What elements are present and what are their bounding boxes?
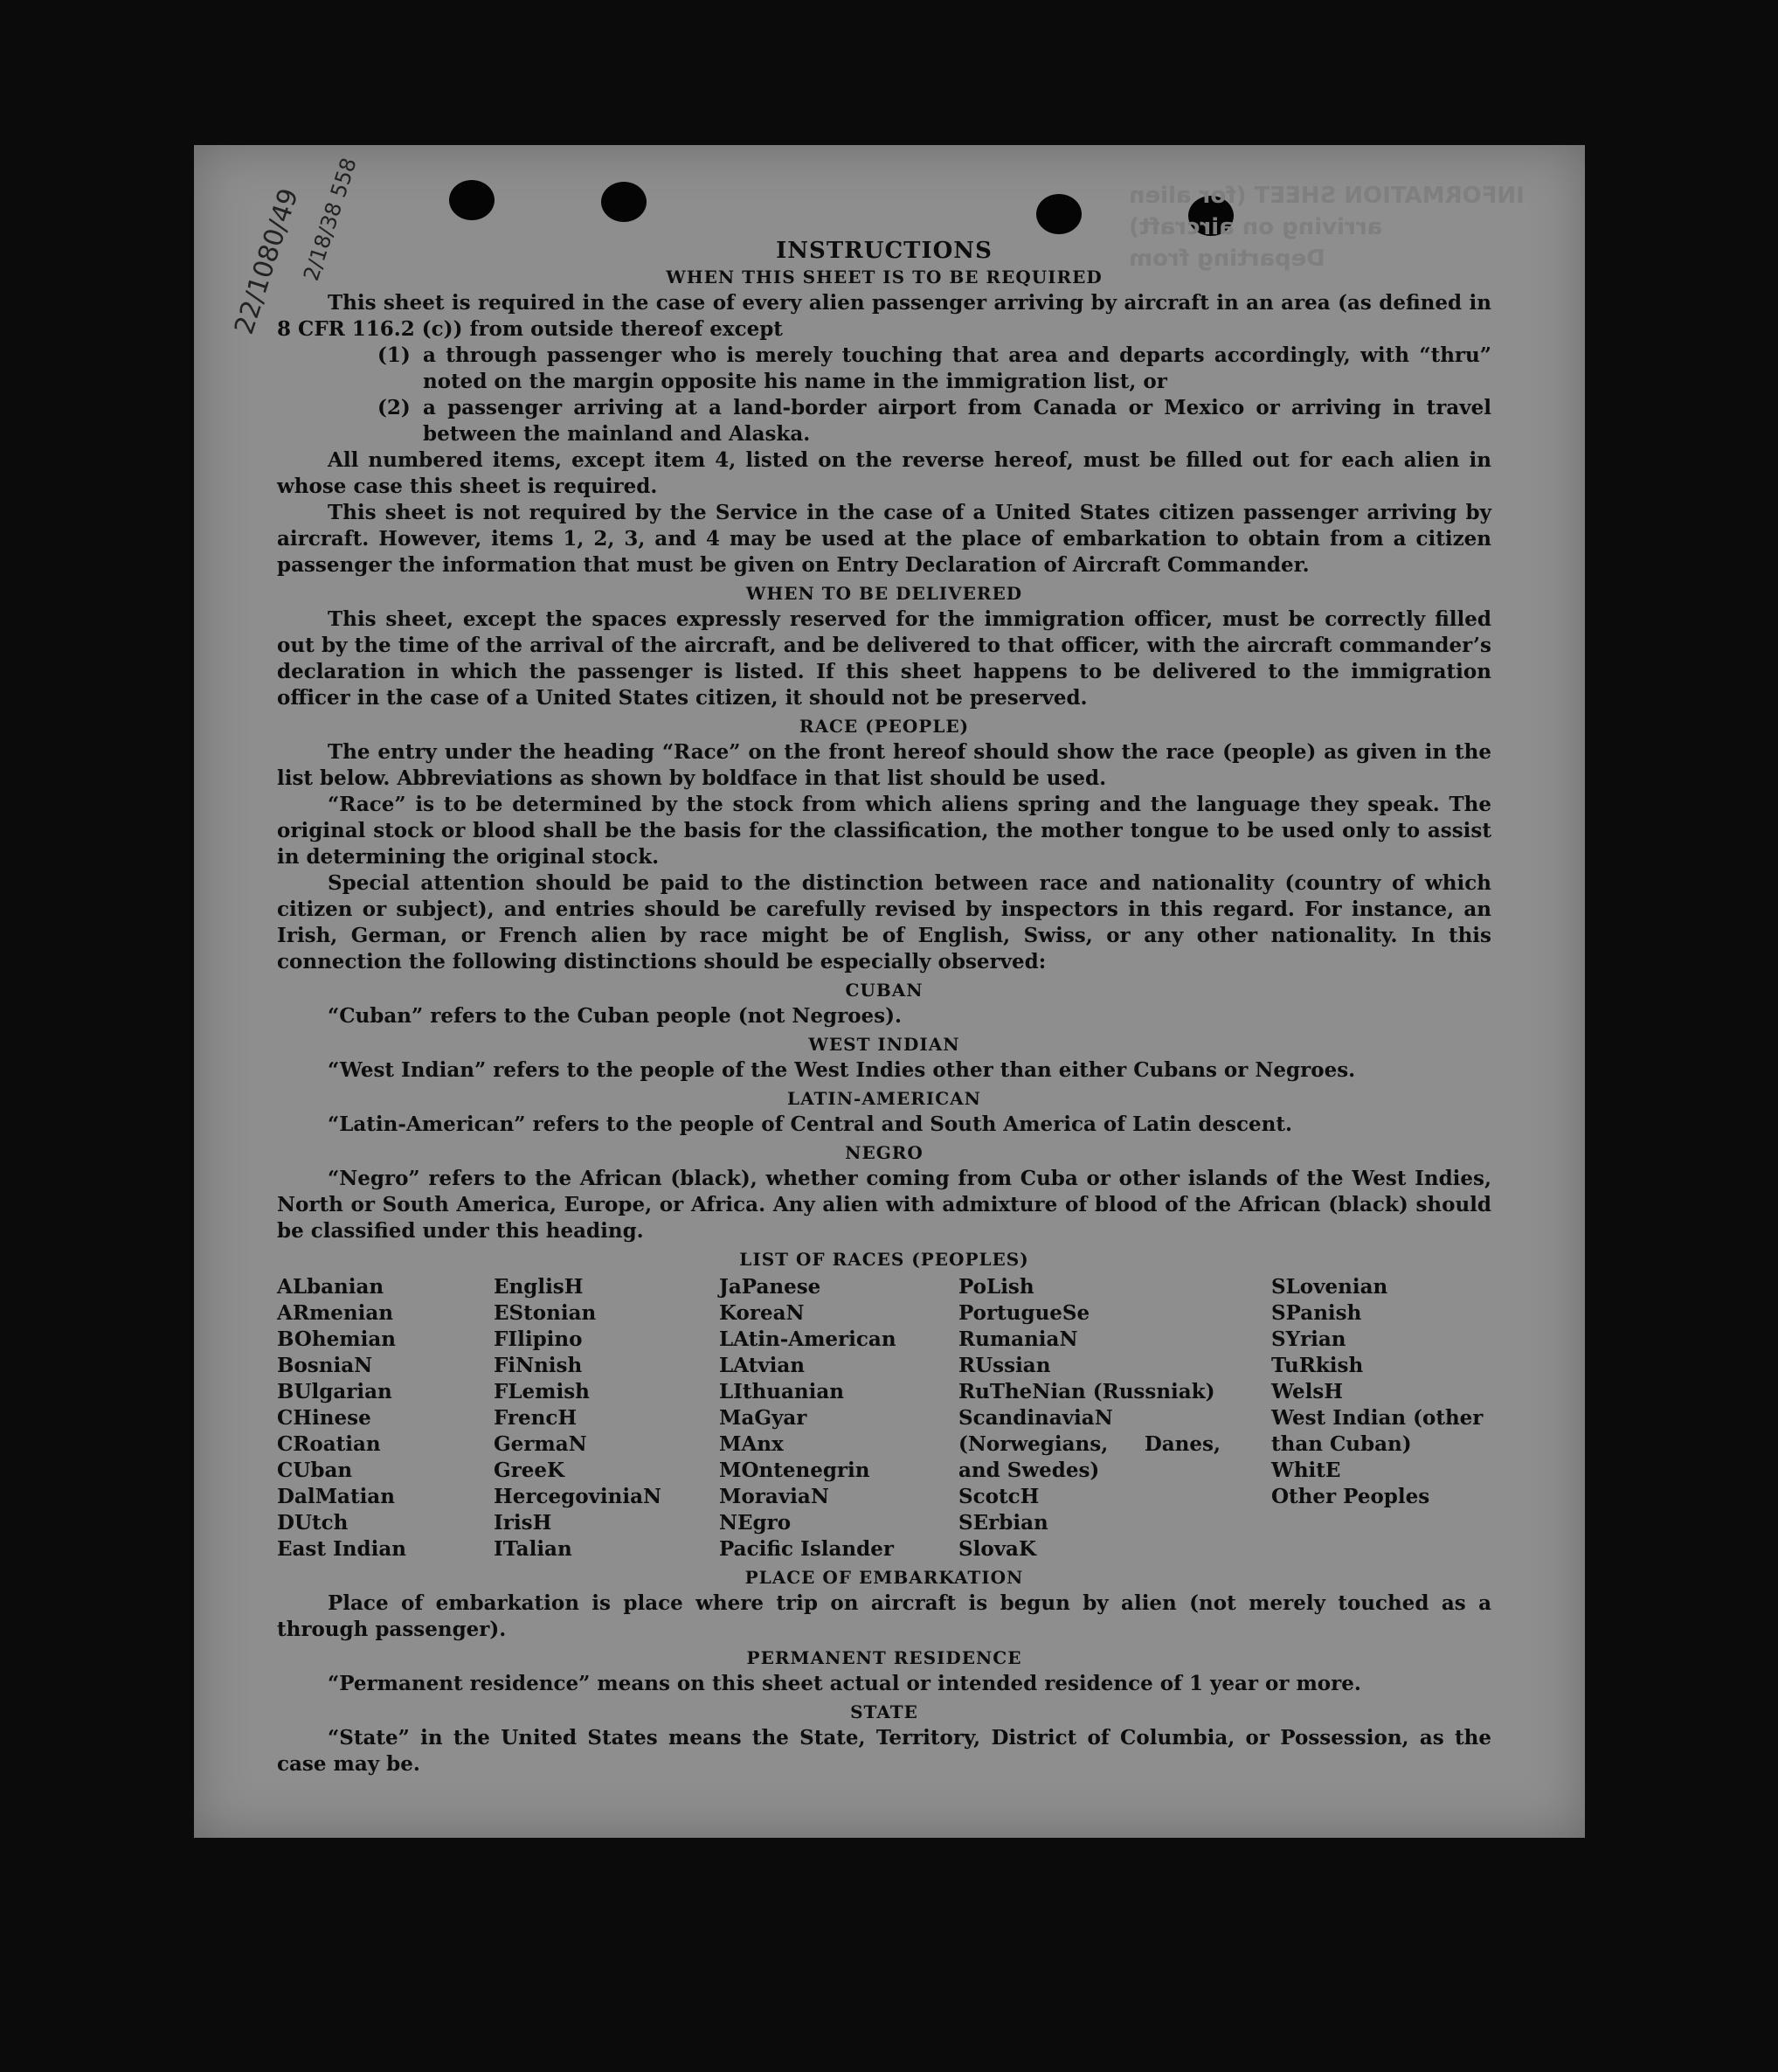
race-item: BUlgarian xyxy=(277,1380,392,1403)
race-item: TuRkish xyxy=(1271,1354,1364,1377)
section-heading-delivered: WHEN TO BE DELIVERED xyxy=(745,583,1023,604)
paragraph: “Latin-American” refers to the people of Central and South America of Latin descent. xyxy=(328,1112,1292,1136)
race-item: West Indian (other than Cuban) xyxy=(1271,1406,1484,1456)
race-item: CRoatian xyxy=(277,1432,381,1456)
race-item: SLovenian xyxy=(1271,1275,1388,1299)
section-heading-embarkation: PLACE OF EMBARKATION xyxy=(744,1567,1024,1588)
punch-hole xyxy=(449,180,495,220)
race-item: SlovaK xyxy=(958,1537,1036,1561)
race-item: BOhemian xyxy=(277,1327,396,1351)
race-item: GreeK xyxy=(494,1459,565,1482)
race-item: JaPanese xyxy=(719,1275,821,1299)
race-item: Pacific Islander xyxy=(719,1537,894,1561)
races-column-5 xyxy=(1271,1274,1491,1563)
race-item: DalMatian xyxy=(277,1485,395,1508)
race-item: ScotcH xyxy=(958,1485,1040,1508)
race-item: ScandinaviaN (Norwegians, Danes, and Swedes) xyxy=(958,1406,1221,1482)
list-item xyxy=(277,395,1491,447)
paragraph: “Race” is to be determined by the stock from which aliens spring and the language they speak. The original stock or blood shall be the basis for the classification, the mother tongue to be used only to assist in determining the original stock. xyxy=(277,793,1491,869)
race-item: LAtin-American xyxy=(719,1327,896,1351)
race-item: ITalian xyxy=(494,1537,572,1561)
paragraph: This sheet is not required by the Service in the case of a United States citizen passenger arriving by aircraft. However, items 1, 2, 3, and 4 may be used at the place of embarkation to obtain from a citizen passenger the information that must be given on Entry Declaration of Aircraft Commander. xyxy=(277,501,1491,577)
race-item: ALbanian xyxy=(277,1275,384,1299)
race-item: RUssian xyxy=(958,1354,1051,1377)
section-heading-race: RACE (PEOPLE) xyxy=(799,716,970,737)
paragraph: All numbered items, except item 4, listed on the reverse hereof, must be filled out for each alien in whose case this sheet is required. xyxy=(277,448,1491,498)
paragraph: Special attention should be paid to the distinction between race and nationality (country of which citizen or subject), and entries should be carefully revised by inspectors in this regard. For instance, an Irish, German, or French alien by race might be of English, Swiss, or any other nationality. In this connection the following distinctions should be especially observed: xyxy=(277,871,1491,974)
paragraph: “Permanent residence” means on this sheet actual or intended residence of 1 year or more. xyxy=(328,1672,1361,1695)
race-item: East Indian xyxy=(277,1537,406,1561)
race-item: LAtvian xyxy=(719,1354,805,1377)
section-heading-west-indian: WEST INDIAN xyxy=(808,1034,960,1055)
race-item: SYrian xyxy=(1271,1327,1346,1351)
section-heading-cuban: CUBAN xyxy=(845,980,924,1001)
page-title: INSTRUCTIONS xyxy=(776,238,993,264)
race-item: KoreaN xyxy=(719,1301,805,1325)
race-item: CHinese xyxy=(277,1406,371,1430)
paragraph: This sheet, except the spaces expressly reserved for the immigration officer, must be correctly filled out by the time of the arrival of the aircraft, and be delivered to that officer, with the aircraft commander’s declaration in which the passenger is listed. If this sheet happens to be delivered to the immigration officer in the case of a United States citizen, it should not be preserved. xyxy=(277,607,1491,710)
bleed-line: INFORMATION SHEET (for alien arriving on aircraft) xyxy=(1129,183,1525,240)
race-item: ARmenian xyxy=(277,1301,394,1325)
paragraph: The entry under the heading “Race” on the front hereof should show the race (people) as given in the list below. Abbreviations as shown by boldface in that list should be used. xyxy=(277,740,1491,790)
race-item: GermaN xyxy=(494,1432,587,1456)
race-item: NEgro xyxy=(719,1511,792,1535)
race-item: FiNnish xyxy=(494,1354,583,1377)
race-item: EStonian xyxy=(494,1301,597,1325)
handwritten-note-2-text: 2/18/38 558 xyxy=(299,155,362,284)
race-item: EnglisH xyxy=(494,1275,584,1299)
list-item-number: (2) xyxy=(377,396,411,419)
race-item: RumaniaN xyxy=(958,1327,1078,1351)
race-item: IrisH xyxy=(494,1511,552,1535)
race-item: CUban xyxy=(277,1459,353,1482)
document-sheet xyxy=(194,145,1585,1838)
races-column-4 xyxy=(958,1274,1271,1563)
list-item-number: (1) xyxy=(377,343,411,367)
section-heading-negro: NEGRO xyxy=(845,1142,924,1163)
race-item: MoraviaN xyxy=(719,1485,829,1508)
race-item: Other Peoples xyxy=(1271,1485,1430,1508)
paragraph: “West Indian” refers to the people of the West Indies other than either Cubans or Negroes. xyxy=(328,1058,1356,1082)
race-item: SPanish xyxy=(1271,1301,1362,1325)
section-heading-races: LIST OF RACES (PEOPLES) xyxy=(739,1249,1029,1270)
race-item: DUtch xyxy=(277,1511,349,1535)
races-column-1 xyxy=(277,1274,494,1563)
paragraph: “State” in the United States means the State, Territory, District of Columbia, or Possession, as the case may be. xyxy=(277,1726,1491,1776)
race-item: PortugueSe xyxy=(958,1301,1090,1325)
race-item: MaGyar xyxy=(719,1406,807,1430)
race-item: SErbian xyxy=(958,1511,1048,1535)
race-item: WhitE xyxy=(1271,1459,1341,1482)
section-heading-latin-american: LATIN-AMERICAN xyxy=(787,1088,981,1109)
list-item-text: a through passenger who is merely touching that area and departs accordingly, with “thru” noted on the margin opposite his name in the immigration list, or xyxy=(423,343,1491,393)
section-heading-state: STATE xyxy=(850,1701,918,1722)
list-item xyxy=(277,343,1491,395)
punch-hole xyxy=(601,182,647,222)
handwritten-note-text: 22/1080/49 xyxy=(229,184,305,338)
race-item: RuTheNian (Russniak) xyxy=(958,1380,1215,1403)
races-column-3 xyxy=(719,1274,958,1563)
race-item: FIlipino xyxy=(494,1327,583,1351)
race-item: FrencH xyxy=(494,1406,578,1430)
race-item: MAnx xyxy=(719,1432,784,1456)
race-item: HercegoviniaN xyxy=(494,1485,662,1508)
races-column-2 xyxy=(494,1274,719,1563)
race-item: WelsH xyxy=(1271,1380,1344,1403)
races-list xyxy=(277,1274,1491,1563)
paragraph: “Negro” refers to the African (black), whether coming from Cuba or other islands of the West Indies, North or South America, Europe, or Africa. Any alien with admixture of blood of the African (black) should be classified under this heading. xyxy=(277,1167,1491,1243)
section-heading-residence: PERMANENT RESIDENCE xyxy=(746,1647,1022,1668)
punch-hole xyxy=(1036,194,1082,234)
section-heading-required: WHEN THIS SHEET IS TO BE REQUIRED xyxy=(666,267,1103,288)
race-item: MOntenegrin xyxy=(719,1459,870,1482)
race-item: PoLish xyxy=(958,1275,1034,1299)
bleed-line: Departing from xyxy=(1129,246,1325,272)
instructions-body xyxy=(277,238,1491,1777)
race-item: LIthuanian xyxy=(719,1380,844,1403)
paragraph: Place of embarkation is place where trip on aircraft is begun by alien (not merely touched as a through passenger). xyxy=(277,1591,1491,1641)
paragraph: This sheet is required in the case of every alien passenger arriving by aircraft in an area (as defined in 8 CFR 116.2 (c)) from outside thereof except xyxy=(277,291,1491,341)
paragraph: “Cuban” refers to the Cuban people (not Negroes). xyxy=(328,1004,903,1028)
list-item-text: a passenger arriving at a land-border airport from Canada or Mexico or arriving in travel between the mainland and Alaska. xyxy=(423,396,1491,446)
race-item: BosniaN xyxy=(277,1354,373,1377)
race-item: FLemish xyxy=(494,1380,590,1403)
